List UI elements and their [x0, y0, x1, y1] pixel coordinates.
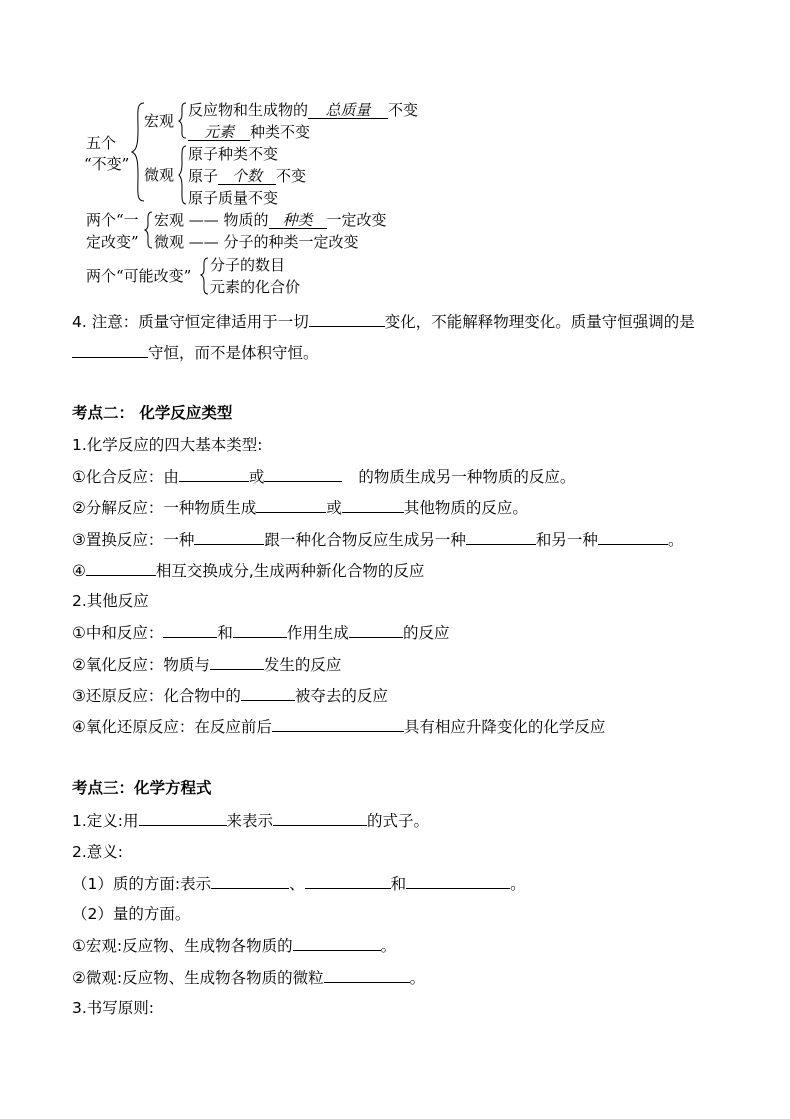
note-line-1: 4. 注意：质量守恒定律适用于一切 变化，不能解释物理变化。质量守恒强调的是 [72, 313, 695, 331]
filled-answer: 总质量 [308, 102, 388, 119]
blank [264, 467, 342, 482]
blank [194, 530, 264, 545]
change-line-macro: 宏观 —— 物质的 种类 一定改变 [154, 211, 387, 229]
reaction-displacement: ③置换反应：一种 跟一种化合物反应生成另一种 和另一种 。 [72, 531, 684, 549]
micro-line-mass: 原子质量不变 [188, 189, 279, 207]
brace-lines [0, 0, 790, 300]
five-label-line1: 五个 [86, 134, 117, 152]
macro-line-mass: 反应物和生成物的 总质量 不变 [188, 101, 419, 119]
blank [342, 498, 404, 513]
section3-title: 考点三：化学方程式 [72, 779, 212, 797]
reaction-oxidation: ②氧化反应：物质与 发生的反应 [72, 656, 342, 674]
equation-meaning-macro: ①宏观:反应物、生成物各物质的 。 [72, 937, 397, 955]
filled-answer: 元素 [188, 124, 250, 141]
blank [256, 498, 326, 513]
blank [72, 343, 148, 358]
blank [324, 968, 410, 983]
five-label-line2: “不变” [84, 155, 130, 173]
blank [86, 561, 156, 576]
reaction-redox: ④氧化还原反应：在反应前后 具有相应升降变化的化学反应 [72, 718, 606, 736]
reaction-combination: ①化合反应：由 或 的物质生成另一种物质的反应。 [72, 468, 576, 486]
equation-definition: 1.定义:用 来表示 的式子。 [72, 812, 430, 830]
two-change-label-2: 定改变” [86, 233, 139, 251]
filled-answer: 种类 [269, 212, 327, 229]
equation-meaning-quantity: （2）量的方面。 [72, 905, 191, 923]
two-maybe-label: 两个“可能改变” [86, 267, 192, 285]
note-line-2: 守恒，而不是体积守恒。 [72, 343, 319, 363]
blank [273, 811, 367, 826]
reaction-decomposition: ②分解反应：一种物质生成 或 其他物质的反应。 [72, 499, 528, 517]
blank [305, 874, 391, 889]
blank [163, 623, 217, 638]
section2-title: 考点二： 化学反应类型 [72, 404, 233, 422]
blank [139, 811, 227, 826]
maybe-line-valence: 元素的化合价 [210, 278, 301, 296]
micro-line-count: 原子 个数 不变 [188, 167, 307, 185]
section2-h2: 2.其他反应 [72, 592, 149, 610]
equation-writing-principles: 3.书写原则: [72, 999, 155, 1017]
blank [210, 655, 264, 670]
macro-line-element: 元素 种类不变 [188, 123, 310, 141]
blank [349, 623, 403, 638]
blank [241, 686, 295, 701]
micro-label: 微观 [144, 166, 175, 184]
filled-answer: 个数 [218, 168, 276, 185]
equation-meaning-quality: （1）质的方面:表示 、 和 。 [72, 875, 526, 893]
blank [406, 874, 510, 889]
blank [309, 312, 385, 327]
blank [466, 530, 536, 545]
reaction-reduction: ③还原反应：化合物中的 被夺去的反应 [72, 687, 388, 705]
macro-label: 宏观 [144, 112, 175, 130]
blank [179, 467, 249, 482]
blank [211, 874, 289, 889]
change-line-micro: 微观 —— 分子的种类一定改变 [154, 233, 359, 251]
equation-meaning-micro: ②微观:反应物、生成物各物质的微粒 。 [72, 969, 426, 987]
maybe-line-molecules: 分子的数目 [210, 256, 286, 274]
reaction-neutralization: ①中和反应： 和 作用生成 的反应 [72, 624, 450, 642]
blank [233, 623, 287, 638]
equation-meaning-heading: 2.意义: [72, 843, 124, 861]
blank [272, 717, 404, 732]
reaction-double-displacement: ④ 相互交换成分,生成两种新化合物的反应 [72, 562, 425, 580]
two-change-label-1: 两个“一 [86, 211, 139, 229]
micro-line-type: 原子种类不变 [188, 145, 279, 163]
blank [598, 530, 668, 545]
blank [293, 936, 381, 951]
section2-h1: 1.化学反应的四大基本类型: [72, 436, 263, 454]
